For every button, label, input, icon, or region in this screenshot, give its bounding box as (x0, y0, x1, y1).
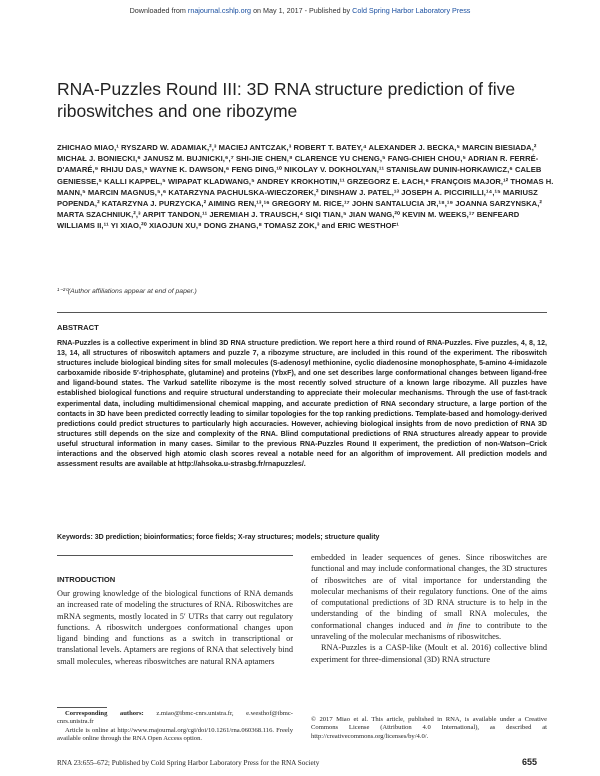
correspondence-emails: z.miao@ibmc-cnrs.unistra.fr, e.westhof@ibmc-cnrs.unistra.fr (57, 710, 293, 726)
publisher-link[interactable]: Cold Spring Harbor Laboratory Press (352, 6, 471, 15)
correspondence-label: Corresponding authors: (65, 710, 144, 717)
article-note: Article is online at http://www.rnajournal.org/cgi/doi/10.1261/rna.060368.116. Freely available online through the RNA Open Access option. (57, 726, 293, 743)
intro-paragraph-1: Our growing knowledge of the biological functions of RNA demands an increased rate of modeling the structures of RNA. Riboswitches are mRNA segments, mostly located in 5′ UTRs that carry out regulatory functions. A riboswitch undergoes conformational changes upon ligand binding and functions as a switch in transcriptional or translational levels. Aptamers are regions of RNA that selectively bind small molecules, whereas riboswitches are natural RNA aptamers (57, 589, 293, 666)
affiliations-note: ¹⁻²⁰(Author affiliations appear at end of paper.) (57, 288, 197, 295)
divider-intro (57, 555, 293, 556)
copyright-note: © 2017 Miao et al. This article, published in RNA, is available under a Creative Commons License (Attribution 4.0 International), as described at http://creativecommons.org/licenses/by/4.0/. (311, 716, 547, 740)
download-prefix: Downloaded from (129, 6, 186, 15)
abstract-text: RNA-Puzzles is a collective experiment in blind 3D RNA structure prediction. We report here a third round of RNA-Puzzles. Five puzzles, 4, 8, 12, 13, 14, all structures of riboswitch aptamers and puzzle 7, a ribozyme structure, are included in this round of the experiment. The riboswitch structures include biological binding sites for small molecules (S-adenosyl methionine, cyclic diadenosine monophosphate, 5-amino 4-imidazole carboxamide riboside 5′-triphosphate, glutamine) and proteins (YbxF), and one set describes large conformational changes between ligand-free and ligand-bound states. The Varkud satellite ribozyme is the most recently solved structure of a known large ribozyme. All puzzles have established biological functions and require structural understanding to appreciate their molecular mechanisms. Through the use of fast-track experimental data, including multidimensional chemical mapping, and accurate prediction of RNA secondary structure, a large portion of the contacts in 3D have been predicted correctly leading to similar topologies for the top ranking predictions. Template-based and homology-derived predictions could predict structures to particularly high accuracies. However, achieving biological insights from de novo prediction of RNA 3D structures still depends on the size and complexity of the RNA. Blind computational predictions of RNA structures already appear to provide useful structural information in many cases. Similar to the previous RNA-Puzzles Round II experiment, the prediction of non-Watson–Crick interactions and the observed high atomic clash scores reveal a notable need for an algorithm of improvement. All prediction models and assessment results are available at http://ahsoka.u-strasbg.fr/rnapuzzles/. (57, 339, 547, 469)
introduction-heading: INTRODUCTION (57, 575, 116, 584)
intro-para2-part-b: to contribute to the unraveling of the molecular mechanisms of riboswitches. (311, 620, 548, 642)
author-list: ZHICHAO MIAO,¹ RYSZARD W. ADAMIAK,²,³ MACIEJ ANTCZAK,³ ROBERT T. BATEY,⁴ ALEXANDER J. BECKA,⁵ MARCIN BIESIADA,² MICHAŁ J. BONIECKI,⁶ JANUSZ M. BUJNICKI,⁶,⁷ SHI-JIE CHEN,⁸ CLARENCE YU CHENG,⁵ FANG-CHIEH CHOU,⁵ ADRIAN R. FERRÉ-D'AMARÉ,⁹ RHIJU DAS,⁵ WAYNE K. DAWSON,⁶ FENG DING,¹⁰ NIKOLAY V. DOKHOLYAN,¹¹ STANISŁAW DUNIN-HORKAWICZ,⁶ CALEB GENIESSE,⁵ KALLI KAPPEL,⁵ WIPAPAT KLADWANG,⁵ ANDREY KROKHOTIN,¹¹ GRZEGORZ E. ŁACH,⁶ FRANÇOIS MAJOR,¹² THOMAS H. MANN,⁵ MARCIN MAGNUS,⁵,⁶ KATARZYNA PACHULSKA-WIECZOREK,² DINSHAW J. PATEL,¹³ JOSEPH A. PICCIRILLI,¹⁴,¹⁵ MARIUSZ POPENDA,² KATARZYNA J. PURZYCKA,² AIMING REN,¹³,¹⁶ GREGORY M. RICE,¹⁷ JOHN SANTALUCIA JR,¹⁸,¹⁹ JOANNA SARZYNSKA,² MARTA SZACHNIUK,²,³ ARPIT TANDON,¹¹ JEREMIAH J. TRAUSCH,⁴ SIQI TIAN,⁵ JIAN WANG,²⁰ KEVIN M. WEEKS,¹⁷ BENFEARD WILLIAMS II,¹¹ YI XIAO,²⁰ XIAOJUN XU,⁸ DONG ZHANG,⁸ TOMASZ ZOK,³ and ERIC WESTHOF¹ (57, 143, 554, 231)
journal-link[interactable]: rnajournal.cshlp.org (187, 6, 252, 15)
correspondence-note (57, 710, 293, 744)
journal-footer: RNA 23:655–672; Published by Cold Spring Harbor Laboratory Press for the RNA Society (57, 759, 320, 767)
intro-right-column (311, 552, 547, 665)
intro-paragraph-3: RNA-Puzzles is a CASP-like (Moult et al. 2016) collective blind experiment for three-dimensional (3D) RNA structure (311, 643, 547, 664)
paper-title: RNA-Puzzles Round III: 3D RNA structure prediction of five riboswitches and one ribozyme (57, 79, 516, 121)
divider-top (57, 312, 547, 313)
intro-left-column (57, 588, 293, 667)
page-number: 655 (522, 757, 538, 767)
intro-para2-italic: in fine (446, 620, 471, 630)
download-middle: on May 1, 2017 - Published by (253, 6, 351, 15)
keywords: Keywords: 3D prediction; bioinformatics; force fields; X-ray structures; models; structure quality (57, 534, 380, 541)
download-banner (0, 6, 600, 15)
abstract-heading: ABSTRACT (57, 323, 99, 332)
intro-paragraph-2 (311, 552, 547, 642)
intro-para2-part-a: embedded in leader sequences of genes. Since riboswitches are functional and may include conformational changes, the 3D structures of riboswitches are of vital importance for understanding the molecular mechanisms of their regulatory functions. One of the aims of computational predictions of 3D RNA structure is to help in the understanding of the binding of small RNA molecules, the conformational changes induced and (311, 553, 547, 630)
footnote-rule (57, 707, 107, 708)
